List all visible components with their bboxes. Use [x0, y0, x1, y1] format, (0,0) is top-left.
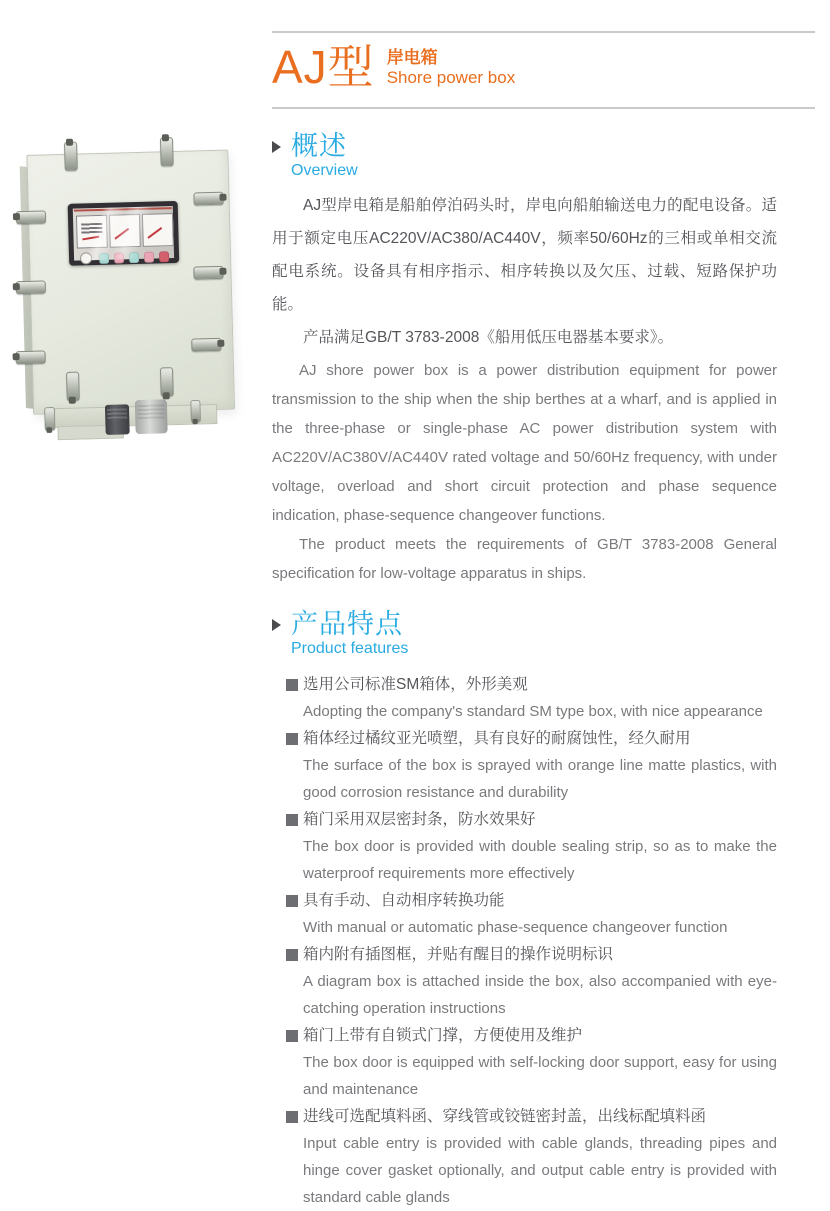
overview-heading-en: Overview — [291, 162, 358, 179]
door-latch-icon — [193, 266, 223, 280]
door-latch-icon — [160, 367, 174, 396]
overview-paragraph-zh: AJ型岸电箱是船舶停泊码头时，岸电向船舶输送电力的配电设备。适用于额定电压AC220V/AC380/AC440V，频率50/60Hz的三相或单相交流配电系统。设备具有相序指示、相序转换以及欠压、过载、短路保护功能。 — [272, 197, 777, 313]
door-latch-icon — [44, 407, 55, 430]
box-front-door — [26, 150, 235, 415]
feature-item — [272, 1022, 777, 1103]
feature-item — [272, 725, 777, 806]
feature-item — [272, 1103, 777, 1211]
feature-zh-text: 选用公司标准SM箱体，外形美观 — [303, 676, 528, 693]
feature-zh — [272, 725, 777, 752]
door-latch-icon — [15, 350, 45, 364]
square-bullet-icon — [286, 733, 298, 745]
door-latch-icon — [16, 280, 46, 294]
features-heading-en: Product features — [291, 640, 409, 657]
feature-zh — [272, 671, 777, 698]
feature-en: The surface of the box is sprayed with orange line matte plastics, with good corrosion resistance and durability — [303, 757, 777, 801]
square-bullet-icon — [286, 814, 298, 826]
shore-power-box-illustration — [14, 135, 262, 451]
feature-zh-text: 箱门上带有自锁式门撑，方便使用及维护 — [303, 1027, 583, 1044]
overview-paragraph-zh: 产品满足GB/T 3783-2008《船用低压电器基本要求》。 — [303, 329, 674, 346]
door-latch-icon — [190, 400, 200, 422]
feature-item — [272, 941, 777, 1022]
door-latch-icon — [66, 372, 80, 401]
overview-paragraph-en: The product meets the requirements of GB/T 3783-2008 General specification for low-voltage apparatus in ships. — [272, 536, 777, 582]
meter-window — [68, 201, 180, 266]
product-name-zh: 岸电箱 — [386, 47, 438, 67]
glass-reflection — [73, 206, 174, 261]
feature-zh-text: 箱体经过橘纹亚光喷塑，具有良好的耐腐蚀性，经久耐用 — [303, 730, 691, 747]
overview-section-header — [272, 132, 777, 181]
feature-en: With manual or automatic phase-sequence changeover function — [303, 919, 728, 936]
door-latch-icon — [160, 137, 174, 166]
door-latch-icon — [191, 338, 221, 352]
feature-zh — [272, 887, 777, 914]
product-photo — [18, 138, 258, 448]
feature-item — [272, 806, 777, 887]
feature-en: Input cable entry is provided with cable glands, threading pipes and hinge cover gasket optionally, and output cable entry is provided with standard cable glands — [303, 1135, 777, 1206]
door-latch-icon — [64, 142, 78, 171]
features-section-header — [272, 610, 777, 659]
square-bullet-icon — [286, 1111, 298, 1123]
section-marker-icon — [272, 141, 281, 153]
square-bullet-icon — [286, 679, 298, 691]
feature-list — [272, 671, 777, 1211]
product-name-en: Shore power box — [386, 68, 516, 88]
feature-item — [272, 671, 777, 725]
door-latch-icon — [193, 192, 223, 206]
feature-zh-text: 箱内附有插图框，并贴有醒目的操作说明标识 — [303, 946, 614, 963]
overview-heading-zh: 概述 — [291, 131, 347, 161]
feature-zh-text: 箱门采用双层密封条，防水效果好 — [303, 811, 536, 828]
cable-gland-icon — [135, 399, 168, 434]
feature-en: Adopting the company's standard SM type box, with nice appearance — [303, 703, 763, 720]
feature-zh — [272, 1103, 777, 1130]
section-marker-icon — [272, 619, 281, 631]
overview-paragraph-en: AJ shore power box is a power distribution equipment for power transmission to the ship when the ship berthes at a wharf, and is applied in the three-phase or single-phase AC power distribution system with AC220V/AC380V/AC440V rated voltage and 50/60Hz frequency, with under voltage, overload and short circuit protection and phase sequence indication, phase-sequence changeover functions. — [272, 362, 777, 524]
square-bullet-icon — [286, 895, 298, 907]
feature-zh — [272, 1022, 777, 1049]
feature-zh — [272, 941, 777, 968]
product-model: AJ型 — [272, 41, 375, 93]
meter-panel — [73, 206, 174, 261]
content-column — [272, 0, 777, 1211]
feature-zh-text: 进线可选配填料函、穿线管或铰链密封盖，出线标配填料函 — [303, 1108, 707, 1125]
feature-zh-text: 具有手动、自动相序转换功能 — [303, 892, 505, 909]
feature-item — [272, 887, 777, 941]
features-heading-zh: 产品特点 — [291, 609, 403, 639]
feature-en: A diagram box is attached inside the box, also accompanied with eye-catching operation instructions — [303, 973, 777, 1017]
feature-en: The box door is equipped with self-locking door support, easy for using and maintenance — [303, 1054, 777, 1098]
cable-gland-icon — [105, 404, 130, 435]
feature-zh — [272, 806, 777, 833]
square-bullet-icon — [286, 1030, 298, 1042]
feature-en: The box door is provided with double sealing strip, so as to make the waterproof requirements more effectively — [303, 838, 777, 882]
square-bullet-icon — [286, 949, 298, 961]
door-latch-icon — [16, 210, 46, 224]
